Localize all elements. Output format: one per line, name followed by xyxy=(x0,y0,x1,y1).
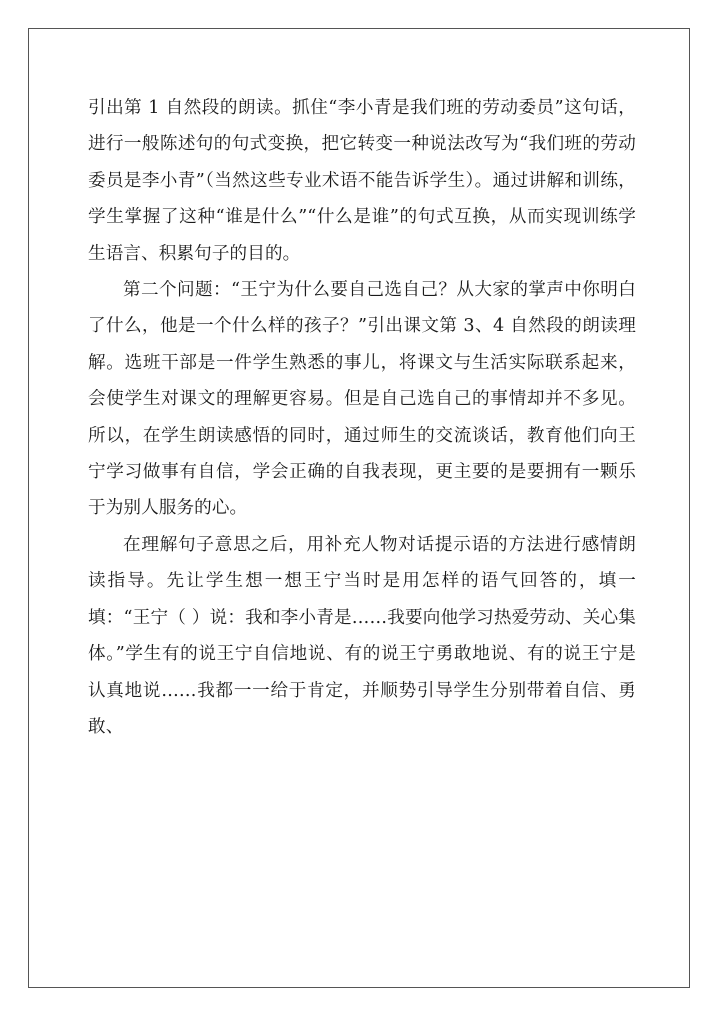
paragraph-1: 引出第 1 自然段的朗读。抓住“李小青是我们班的劳动委员”这句话，进行一般陈述句的句式变换，把它转变一种说法改写为“我们班的劳动委员是李小青”（当然这些专业术语不能告诉学生）。通过讲解和训练，学生掌握了这种“谁是什么”“什么是谁”的句式互换，从而实现训练学生语言、积累句子的目的。 xyxy=(88,98,636,264)
paragraph-2: 第二个问题：“王宁为什么要自己选自己？从大家的掌声中你明白了什么，他是一个什么样的孩子？”引出课文第 3、4 自然段的朗读理解。选班干部是一件学生熟悉的事儿，将课文与生活实际联系起来，会使学生对课文的理解更容易。但是自己选自己的事情却并不多见。所以，在学生朗读感悟的同时，通过师生的交流谈话，教育他们向王宁学习做事有自信，学会正确的自我表现，更主要的是要拥有一颗乐于为别人服务的心。 xyxy=(88,280,636,519)
document-body xyxy=(88,90,636,745)
paragraph-3: 在理解句子意思之后，用补充人物对话提示语的方法进行感情朗读指导。先让学生想一想王宁当时是用怎样的语气回答的，填一填：“王宁（ ）说：我和李小青是……我要向他学习热爱劳动、关心集体。”学生有的说王宁自信地说、有的说王宁勇敢地说、有的说王宁是认真地说……我都一一给于肯定，并顺势引导学生分别带着自信、勇敢、 xyxy=(88,534,636,737)
